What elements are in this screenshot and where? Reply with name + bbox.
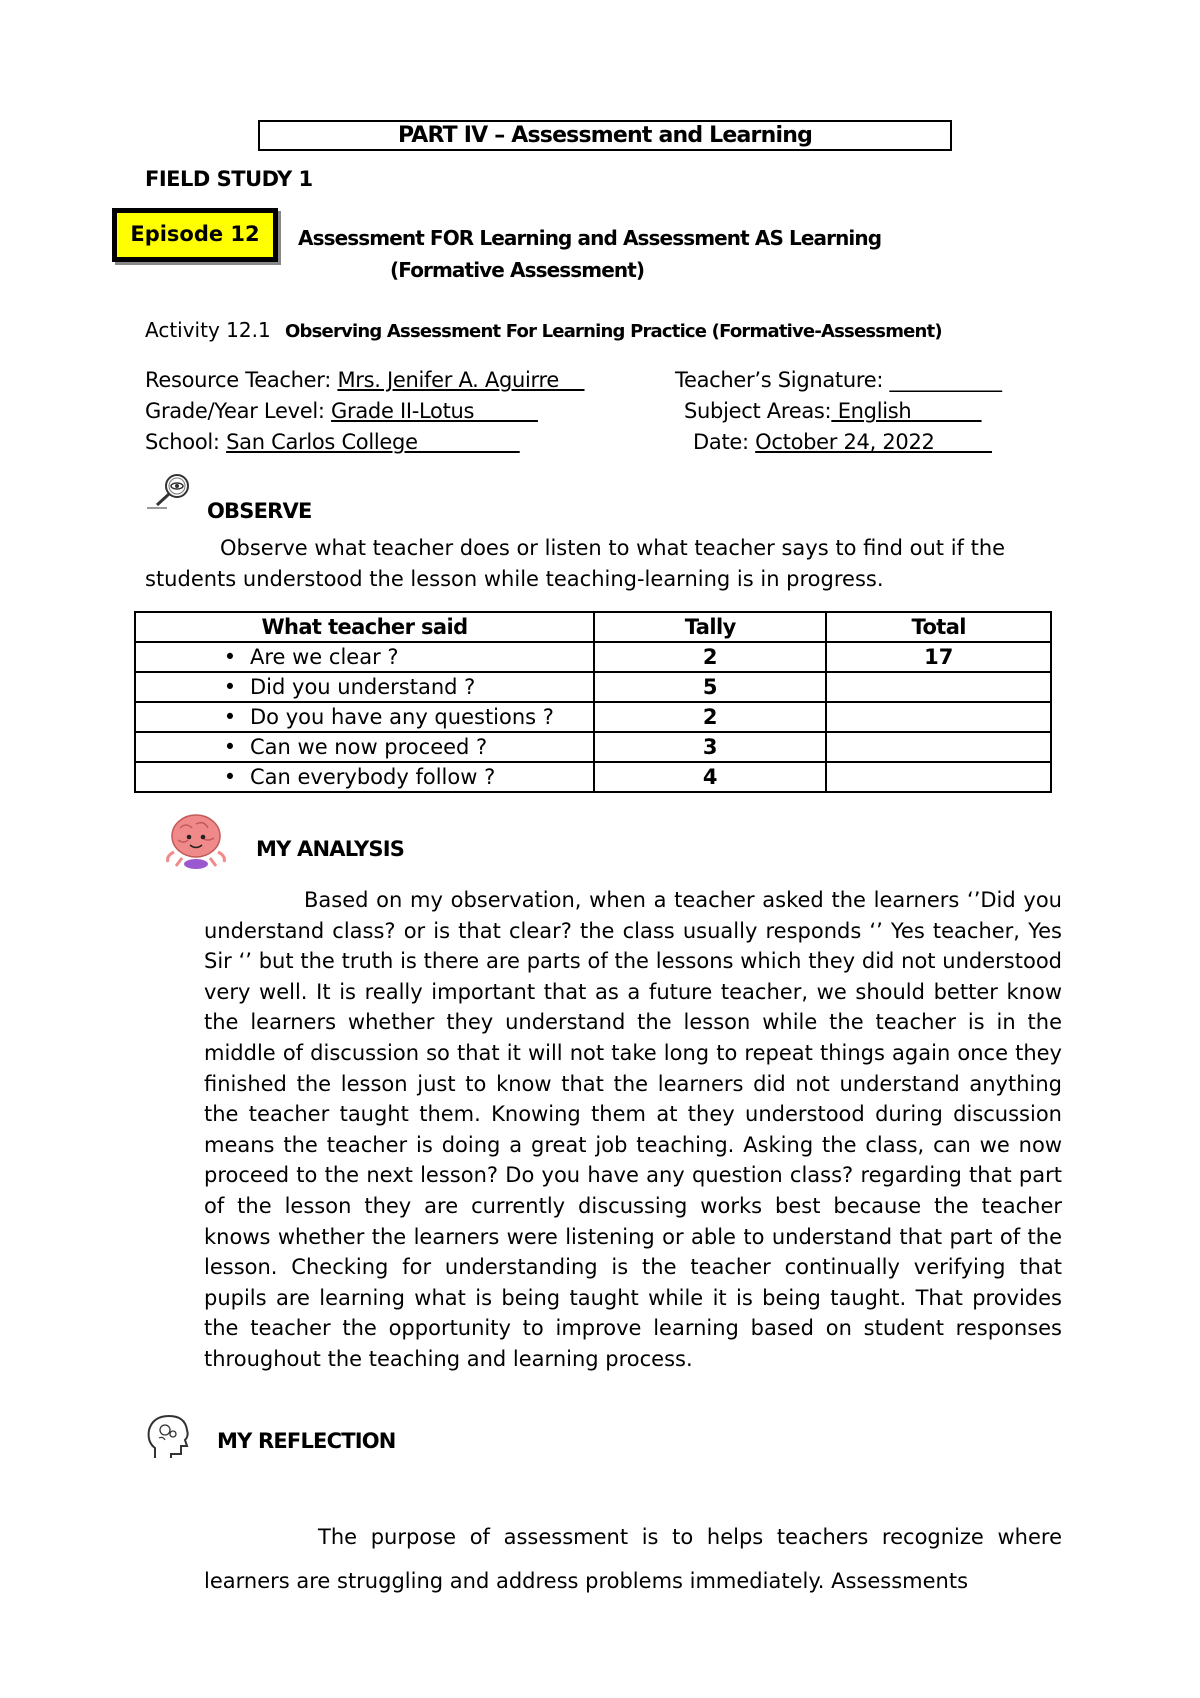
table-row	[135, 642, 1051, 672]
school-value: San Carlos College	[226, 430, 520, 454]
subject-label: Subject Areas:	[684, 399, 832, 423]
date-row	[693, 430, 992, 454]
tally-cell: 4	[594, 762, 826, 792]
signature-value: ___________	[889, 368, 1002, 392]
table-row	[135, 672, 1051, 702]
table-header-row	[135, 612, 1051, 642]
date-value: October 24, 2022	[755, 430, 992, 454]
said-cell: Are we clear ?	[250, 645, 399, 669]
reflection-paragraph	[204, 1515, 1062, 1603]
reflection-text: The purpose of assessment is to helps teachers recognize where learners are struggling and address problems immediately. Assessments	[204, 1525, 1062, 1593]
bullet-icon: •	[223, 705, 237, 729]
school-row	[145, 430, 520, 454]
tally-cell: 3	[594, 732, 826, 762]
tally-cell: 2	[594, 642, 826, 672]
bullet-icon: •	[223, 765, 237, 789]
activity-line	[145, 318, 942, 342]
total-cell	[826, 702, 1051, 732]
column-header: What teacher said	[135, 612, 594, 642]
tally-table	[134, 611, 1052, 793]
table-row	[135, 702, 1051, 732]
table-row	[135, 732, 1051, 762]
bullet-icon: •	[223, 675, 237, 699]
column-header: Total	[826, 612, 1051, 642]
analysis-text: Based on my observation, when a teacher asked the learners ‘’Did you understand class? or is that clear? the class usually responds ‘’ Yes teacher, Yes Sir ‘’ but the truth is there are parts of the lessons which they did not understood very well. It is really important that as a future teacher, we should better know the learners whether they understand the lesson while the teacher is in the middle of discussion so that it will not take long to repeat things again once they finished the lesson just to know that the learners did not understand anything the teacher taught them. Knowing them at they understood during discussion means the teacher is doing a great job teaching. Asking the class, can we now proceed to the next lesson? Do you have any question class? regarding that part of the lesson they are currently discussing works best because the teacher knows whether the learners were listening or able to understand that part of the lesson. Checking for understanding is the teacher continually verifying that pupils are learning what is being taught while it is being taught. That provides the teacher the opportunity to improve learning based on student responses throughout the teaching and learning process.	[204, 888, 1062, 1371]
total-cell: 17	[826, 642, 1051, 672]
total-cell	[826, 732, 1051, 762]
grade-label: Grade/Year Level:	[145, 399, 325, 423]
observe-heading: OBSERVE	[207, 499, 312, 523]
school-label: School:	[145, 430, 220, 454]
bullet-icon: •	[223, 645, 237, 669]
said-cell: Did you understand ?	[250, 675, 476, 699]
subject-row	[684, 399, 982, 423]
column-header: Tally	[594, 612, 826, 642]
reflection-heading: MY REFLECTION	[217, 1429, 396, 1453]
bullet-icon: •	[223, 735, 237, 759]
table-row	[135, 762, 1051, 792]
episode-subtitle: (Formative Assessment)	[390, 258, 645, 282]
resource-teacher-row	[145, 368, 585, 392]
head-thinking-icon	[145, 1412, 191, 1462]
resource-teacher-label: Resource Teacher:	[145, 368, 332, 392]
activity-title: Observing Assessment For Learning Practice (Formative-Assessment)	[285, 321, 942, 342]
grade-row	[145, 399, 538, 423]
signature-label: Teacher’s Signature:	[675, 368, 884, 392]
observe-instruction-line2: students understood the lesson while teaching-learning is in progress.	[145, 567, 884, 591]
signature-row	[675, 368, 1002, 392]
date-label: Date:	[693, 430, 749, 454]
episode-title: Assessment FOR Learning and Assessment AS Learning	[298, 226, 882, 250]
magnifier-eye-icon	[145, 472, 195, 512]
part-title: PART IV – Assessment and Learning	[258, 120, 952, 151]
total-cell	[826, 762, 1051, 792]
field-study-label: FIELD STUDY 1	[145, 167, 313, 191]
tally-cell: 5	[594, 672, 826, 702]
subject-value: English	[831, 399, 982, 423]
observe-instruction-line1: Observe what teacher does or listen to what teacher says to find out if the	[220, 536, 1006, 560]
resource-teacher-value: Mrs. Jenifer A. Aguirre	[337, 368, 585, 392]
said-cell: Can we now proceed ?	[250, 735, 488, 759]
analysis-heading: MY ANALYSIS	[256, 837, 405, 861]
grade-value: Grade II-Lotus	[331, 399, 538, 423]
said-cell: Do you have any questions ?	[250, 705, 554, 729]
activity-number: Activity 12.1	[145, 318, 271, 342]
brain-mascot-icon	[160, 812, 232, 874]
analysis-paragraph	[204, 885, 1062, 1375]
total-cell	[826, 672, 1051, 702]
said-cell: Can everybody follow ?	[250, 765, 496, 789]
tally-cell: 2	[594, 702, 826, 732]
episode-badge: Episode 12	[112, 208, 278, 262]
